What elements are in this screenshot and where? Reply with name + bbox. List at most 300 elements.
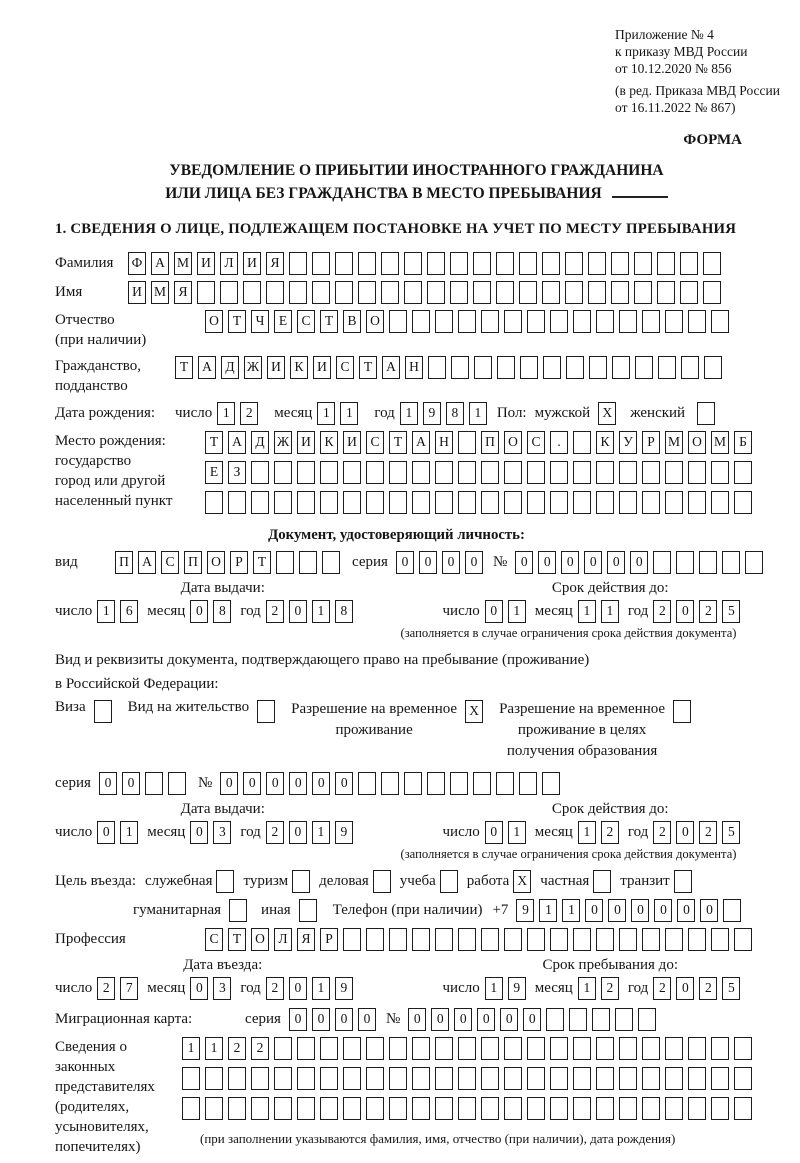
char-cell[interactable] [596,491,614,514]
char-cell[interactable]: 0 [442,551,460,574]
char-cell[interactable]: 3 [213,821,231,844]
char-cell[interactable] [711,1067,729,1090]
char-cell[interactable]: У [619,431,637,454]
char-cell[interactable] [343,1097,361,1120]
char-cell[interactable]: 2 [251,1037,269,1060]
char-cell[interactable] [688,1067,706,1090]
char-cell[interactable] [642,491,660,514]
char-cell[interactable]: 5 [722,977,740,1000]
char-cell[interactable] [550,928,568,951]
char-cell[interactable] [343,1067,361,1090]
char-cell[interactable]: 0 [243,772,261,795]
char-cell[interactable]: 1 [120,821,138,844]
char-cell[interactable]: С [205,928,223,951]
char-cell[interactable] [711,310,729,333]
char-cell[interactable]: 5 [722,600,740,623]
char-cell[interactable]: 0 [190,821,208,844]
char-cell[interactable]: 3 [213,977,231,1000]
char-cell[interactable]: 1 [217,402,235,425]
char-cell[interactable]: М [151,281,169,304]
char-cell[interactable]: 0 [289,772,307,795]
char-cell[interactable]: 0 [607,551,625,574]
char-cell[interactable] [389,461,407,484]
char-cell[interactable]: 0 [538,551,556,574]
char-cell[interactable]: 1 [562,899,580,922]
char-cell[interactable] [722,551,740,574]
char-cell[interactable] [343,1037,361,1060]
char-cell[interactable]: 0 [312,772,330,795]
char-cell[interactable] [519,281,537,304]
char-cell[interactable] [320,1097,338,1120]
char-cell[interactable] [711,928,729,951]
char-cell[interactable]: 0 [408,1008,426,1031]
char-cell[interactable] [593,870,611,893]
char-cell[interactable]: 2 [699,821,717,844]
char-cell[interactable] [504,491,522,514]
char-cell[interactable]: 2 [699,600,717,623]
char-cell[interactable] [688,461,706,484]
char-cell[interactable] [389,928,407,951]
char-cell[interactable] [657,281,675,304]
char-cell[interactable] [435,491,453,514]
char-cell[interactable] [299,899,317,922]
char-cell[interactable] [596,1067,614,1090]
char-cell[interactable]: Т [228,928,246,951]
char-cell[interactable] [504,928,522,951]
char-cell[interactable]: 1 [205,1037,223,1060]
char-cell[interactable] [573,1097,591,1120]
char-cell[interactable] [320,1037,338,1060]
char-cell[interactable]: 1 [578,600,596,623]
char-cell[interactable] [292,870,310,893]
char-cell[interactable] [658,356,676,379]
char-cell[interactable]: Т [253,551,271,574]
char-cell[interactable] [504,1067,522,1090]
char-cell[interactable]: И [343,431,361,454]
char-cell[interactable]: 2 [228,1037,246,1060]
char-cell[interactable] [289,252,307,275]
char-cell[interactable] [412,928,430,951]
char-cell[interactable] [381,252,399,275]
char-cell[interactable]: 5 [722,821,740,844]
char-cell[interactable] [343,928,361,951]
char-cell[interactable] [366,1097,384,1120]
char-cell[interactable]: 9 [508,977,526,1000]
char-cell[interactable]: . [550,431,568,454]
char-cell[interactable]: 2 [653,600,671,623]
char-cell[interactable] [412,1037,430,1060]
char-cell[interactable] [642,1097,660,1120]
char-cell[interactable] [542,281,560,304]
char-cell[interactable]: Р [230,551,248,574]
char-cell[interactable] [588,281,606,304]
char-cell[interactable] [704,356,722,379]
char-cell[interactable] [366,1067,384,1090]
char-cell[interactable]: 1 [508,600,526,623]
char-cell[interactable] [596,928,614,951]
char-cell[interactable]: А [151,252,169,275]
char-cell[interactable]: С [366,431,384,454]
char-cell[interactable]: 0 [500,1008,518,1031]
char-cell[interactable] [458,461,476,484]
char-cell[interactable]: Б [734,431,752,454]
char-cell[interactable] [412,310,430,333]
char-cell[interactable] [251,461,269,484]
char-cell[interactable] [520,356,538,379]
char-cell[interactable] [688,1037,706,1060]
char-cell[interactable] [674,870,692,893]
char-cell[interactable]: 2 [266,600,284,623]
char-cell[interactable]: К [290,356,308,379]
char-cell[interactable]: 9 [335,821,353,844]
char-cell[interactable] [404,772,422,795]
char-cell[interactable] [435,1097,453,1120]
char-cell[interactable] [711,1097,729,1120]
char-cell[interactable]: 0 [190,977,208,1000]
char-cell[interactable] [322,551,340,574]
char-cell[interactable] [611,252,629,275]
char-cell[interactable] [688,491,706,514]
char-cell[interactable] [711,1037,729,1060]
char-cell[interactable] [665,928,683,951]
char-cell[interactable] [496,772,514,795]
char-cell[interactable]: 0 [289,1008,307,1031]
char-cell[interactable] [205,491,223,514]
char-cell[interactable] [481,461,499,484]
char-cell[interactable]: Л [220,252,238,275]
char-cell[interactable] [527,461,545,484]
char-cell[interactable] [589,356,607,379]
char-cell[interactable] [474,356,492,379]
char-cell[interactable]: Н [435,431,453,454]
char-cell[interactable] [389,491,407,514]
char-cell[interactable] [274,1067,292,1090]
char-cell[interactable]: Т [389,431,407,454]
char-cell[interactable] [299,551,317,574]
char-cell[interactable] [688,928,706,951]
char-cell[interactable] [389,1067,407,1090]
char-cell[interactable] [381,772,399,795]
char-cell[interactable] [251,1097,269,1120]
char-cell[interactable]: А [382,356,400,379]
char-cell[interactable] [734,928,752,951]
char-cell[interactable]: 2 [240,402,258,425]
char-cell[interactable] [343,491,361,514]
char-cell[interactable]: И [128,281,146,304]
char-cell[interactable] [550,491,568,514]
char-cell[interactable] [711,461,729,484]
char-cell[interactable]: К [320,431,338,454]
char-cell[interactable] [366,1037,384,1060]
char-cell[interactable] [216,870,234,893]
char-cell[interactable] [458,1067,476,1090]
char-cell[interactable]: 8 [335,600,353,623]
char-cell[interactable] [596,310,614,333]
char-cell[interactable]: 7 [120,977,138,1000]
char-cell[interactable] [619,491,637,514]
char-cell[interactable]: 0 [631,899,649,922]
char-cell[interactable]: 1 [469,402,487,425]
char-cell[interactable] [458,431,476,454]
char-cell[interactable] [481,928,499,951]
char-cell[interactable] [697,402,715,425]
char-cell[interactable]: 1 [317,402,335,425]
char-cell[interactable]: 0 [312,1008,330,1031]
char-cell[interactable]: Т [320,310,338,333]
char-cell[interactable]: Ч [251,310,269,333]
char-cell[interactable]: 0 [335,772,353,795]
char-cell[interactable]: 1 [485,977,503,1000]
char-cell[interactable] [220,281,238,304]
char-cell[interactable]: 1 [508,821,526,844]
char-cell[interactable] [723,899,741,922]
char-cell[interactable] [573,1067,591,1090]
char-cell[interactable]: X [513,870,531,893]
char-cell[interactable]: П [115,551,133,574]
char-cell[interactable]: 0 [477,1008,495,1031]
char-cell[interactable] [389,1037,407,1060]
char-cell[interactable] [573,310,591,333]
char-cell[interactable] [665,491,683,514]
char-cell[interactable]: X [465,700,483,723]
char-cell[interactable]: П [481,431,499,454]
char-cell[interactable] [274,1097,292,1120]
char-cell[interactable] [481,310,499,333]
char-cell[interactable] [527,1097,545,1120]
char-cell[interactable]: 0 [289,821,307,844]
char-cell[interactable] [312,252,330,275]
char-cell[interactable] [711,491,729,514]
char-cell[interactable]: Ж [274,431,292,454]
char-cell[interactable] [145,772,163,795]
char-cell[interactable] [634,252,652,275]
char-cell[interactable]: 2 [266,977,284,1000]
char-cell[interactable] [228,1067,246,1090]
char-cell[interactable]: 2 [653,977,671,1000]
char-cell[interactable] [458,1097,476,1120]
char-cell[interactable] [205,1097,223,1120]
char-cell[interactable] [504,310,522,333]
char-cell[interactable] [251,491,269,514]
char-cell[interactable] [168,772,186,795]
char-cell[interactable]: 2 [601,977,619,1000]
char-cell[interactable] [681,356,699,379]
char-cell[interactable] [266,281,284,304]
char-cell[interactable]: О [688,431,706,454]
char-cell[interactable] [592,1008,610,1031]
char-cell[interactable] [205,1067,223,1090]
char-cell[interactable] [546,1008,564,1031]
char-cell[interactable]: И [313,356,331,379]
char-cell[interactable]: С [297,310,315,333]
char-cell[interactable]: 0 [700,899,718,922]
char-cell[interactable] [257,700,275,723]
char-cell[interactable] [550,1067,568,1090]
char-cell[interactable] [297,1097,315,1120]
char-cell[interactable]: С [336,356,354,379]
char-cell[interactable] [381,281,399,304]
char-cell[interactable]: 1 [400,402,418,425]
char-cell[interactable]: С [527,431,545,454]
char-cell[interactable]: Д [221,356,239,379]
char-cell[interactable] [496,252,514,275]
char-cell[interactable]: 1 [312,977,330,1000]
char-cell[interactable]: К [596,431,614,454]
char-cell[interactable] [435,461,453,484]
char-cell[interactable] [428,356,446,379]
char-cell[interactable]: 0 [676,821,694,844]
char-cell[interactable] [542,772,560,795]
char-cell[interactable] [458,1037,476,1060]
char-cell[interactable]: И [243,252,261,275]
char-cell[interactable] [665,1037,683,1060]
char-cell[interactable]: М [665,431,683,454]
char-cell[interactable] [440,870,458,893]
char-cell[interactable] [642,310,660,333]
char-cell[interactable] [197,281,215,304]
char-cell[interactable] [228,1097,246,1120]
char-cell[interactable] [573,491,591,514]
char-cell[interactable] [504,1037,522,1060]
char-cell[interactable] [734,491,752,514]
char-cell[interactable]: X [598,402,616,425]
char-cell[interactable]: Е [274,310,292,333]
char-cell[interactable]: 0 [485,821,503,844]
char-cell[interactable] [404,252,422,275]
char-cell[interactable] [665,461,683,484]
char-cell[interactable]: 1 [578,821,596,844]
char-cell[interactable] [297,491,315,514]
char-cell[interactable] [665,1097,683,1120]
char-cell[interactable]: 2 [653,821,671,844]
char-cell[interactable]: 0 [266,772,284,795]
char-cell[interactable] [358,252,376,275]
char-cell[interactable] [481,491,499,514]
char-cell[interactable] [615,1008,633,1031]
char-cell[interactable] [427,281,445,304]
char-cell[interactable] [688,310,706,333]
char-cell[interactable] [565,252,583,275]
char-cell[interactable] [527,491,545,514]
char-cell[interactable] [573,431,591,454]
char-cell[interactable] [543,356,561,379]
char-cell[interactable]: 0 [465,551,483,574]
char-cell[interactable] [519,772,537,795]
char-cell[interactable] [412,491,430,514]
char-cell[interactable]: Т [175,356,193,379]
char-cell[interactable]: 0 [431,1008,449,1031]
char-cell[interactable] [573,928,591,951]
char-cell[interactable]: О [504,431,522,454]
char-cell[interactable] [320,1067,338,1090]
char-cell[interactable] [496,281,514,304]
char-cell[interactable]: О [366,310,384,333]
char-cell[interactable] [473,772,491,795]
char-cell[interactable] [274,461,292,484]
char-cell[interactable] [343,461,361,484]
char-cell[interactable] [481,1097,499,1120]
char-cell[interactable] [389,1097,407,1120]
char-cell[interactable] [680,252,698,275]
char-cell[interactable] [619,1097,637,1120]
char-cell[interactable] [481,1067,499,1090]
char-cell[interactable] [497,356,515,379]
char-cell[interactable]: 2 [699,977,717,1000]
char-cell[interactable]: 6 [120,600,138,623]
char-cell[interactable]: Я [266,252,284,275]
char-cell[interactable] [458,928,476,951]
char-cell[interactable]: 0 [335,1008,353,1031]
char-cell[interactable] [373,870,391,893]
char-cell[interactable] [450,281,468,304]
char-cell[interactable] [653,551,671,574]
char-cell[interactable] [642,461,660,484]
char-cell[interactable] [389,310,407,333]
char-cell[interactable]: С [161,551,179,574]
char-cell[interactable] [527,310,545,333]
char-cell[interactable] [458,310,476,333]
char-cell[interactable]: 0 [454,1008,472,1031]
char-cell[interactable] [435,310,453,333]
char-cell[interactable]: А [138,551,156,574]
char-cell[interactable] [435,1037,453,1060]
char-cell[interactable] [504,461,522,484]
char-cell[interactable]: 9 [516,899,534,922]
char-cell[interactable]: Т [228,310,246,333]
char-cell[interactable] [596,461,614,484]
char-cell[interactable]: 9 [423,402,441,425]
char-cell[interactable]: Я [297,928,315,951]
char-cell[interactable] [566,356,584,379]
char-cell[interactable] [734,1037,752,1060]
char-cell[interactable] [688,1097,706,1120]
char-cell[interactable] [412,1097,430,1120]
char-cell[interactable] [335,252,353,275]
char-cell[interactable] [366,461,384,484]
char-cell[interactable] [550,310,568,333]
char-cell[interactable]: 0 [289,600,307,623]
char-cell[interactable]: А [412,431,430,454]
char-cell[interactable] [611,281,629,304]
char-cell[interactable]: 0 [99,772,117,795]
char-cell[interactable] [182,1067,200,1090]
char-cell[interactable] [358,772,376,795]
char-cell[interactable] [435,928,453,951]
char-cell[interactable]: Ж [244,356,262,379]
char-cell[interactable]: И [297,431,315,454]
char-cell[interactable] [680,281,698,304]
char-cell[interactable]: 0 [585,899,603,922]
char-cell[interactable] [542,252,560,275]
char-cell[interactable] [635,356,653,379]
char-cell[interactable] [550,1097,568,1120]
char-cell[interactable]: 1 [340,402,358,425]
char-cell[interactable] [312,281,330,304]
char-cell[interactable] [366,491,384,514]
char-cell[interactable]: 0 [419,551,437,574]
char-cell[interactable] [229,899,247,922]
char-cell[interactable] [676,551,694,574]
char-cell[interactable]: Р [320,928,338,951]
char-cell[interactable] [573,461,591,484]
char-cell[interactable] [297,461,315,484]
char-cell[interactable] [596,1037,614,1060]
char-cell[interactable]: 8 [446,402,464,425]
char-cell[interactable]: 0 [515,551,533,574]
char-cell[interactable] [427,252,445,275]
char-cell[interactable]: 0 [608,899,626,922]
char-cell[interactable] [596,1097,614,1120]
